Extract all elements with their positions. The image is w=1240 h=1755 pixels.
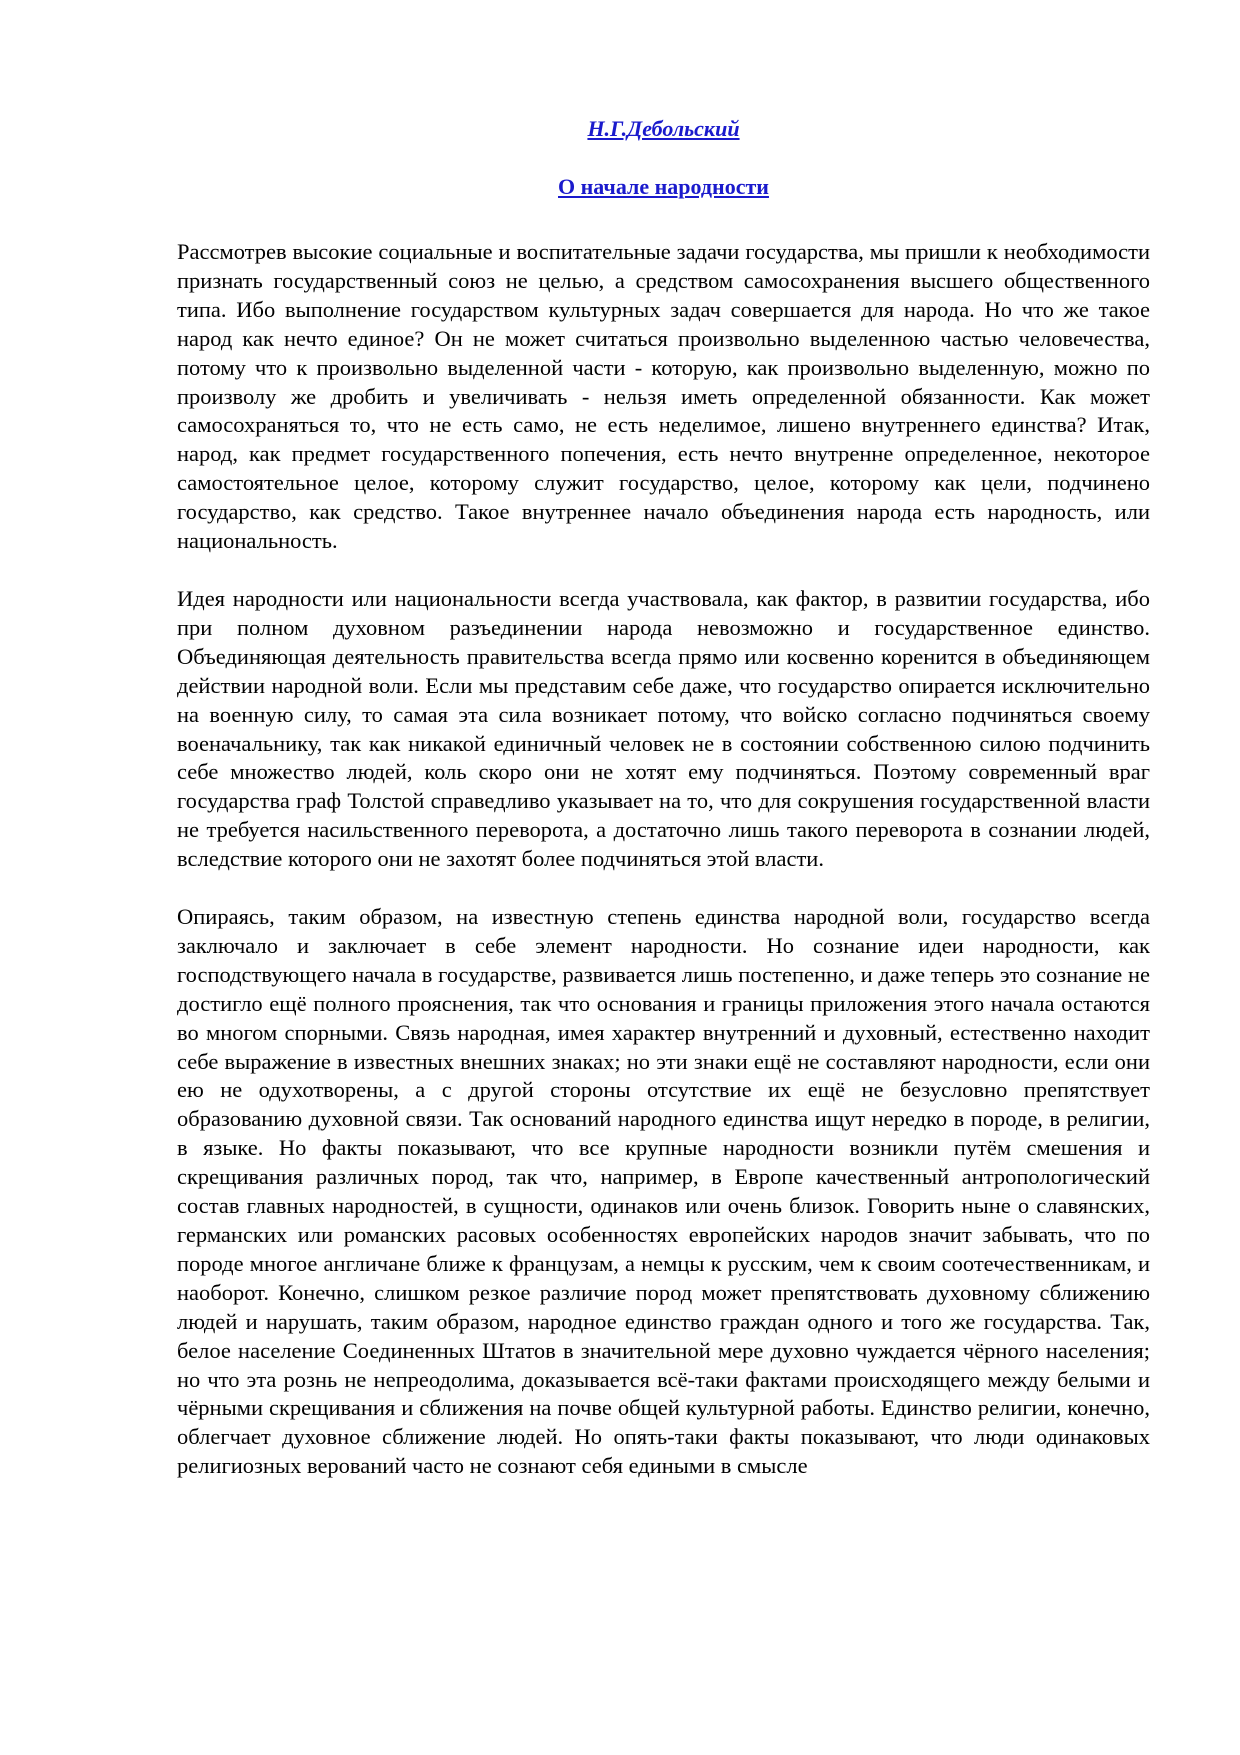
- title-heading: [177, 170, 1150, 204]
- title-link[interactable]: О начале народности: [558, 174, 769, 199]
- author-heading: [177, 112, 1150, 146]
- paragraph: Опираясь, таким образом, на известную степень единства народной воли, государство всегда заключало и заключает в себе элемент народности. Но сознание идеи народности, как господствующего начала в государстве, развивается лишь постепенно, и даже теперь это сознание не достигло ещё полного прояснения, так что основания и границы приложения этого начала остаются во многом спорными. Связь народная, имея характер внутренний и духовный, естественно находит себе выражение в известных внешних знаках; но эти знаки ещё не составляют народности, если они ею не одухотворены, а с другой стороны отсутствие их ещё не безусловно препятствует образованию духовной связи. Так оснований народного единства ищут нередко в породе, в религии, в языке. Но факты показывают, что все крупные народности возникли путём смешения и скрещивания различных пород, так что, например, в Европе качественный антропологический состав главных народностей, в сущности, одинаков или очень близок. Говорить ныне о славянских, германских или романских расовых особенностях европейских народов значит забывать, что по породе многое англичане ближе к французам, а немцы к русским, чем к своим соотечественникам, и наоборот. Конечно, слишком резкое различие пород может препятствовать духовному сближению людей и нарушать, таким образом, народное единство граждан одного и того же государства. Так, белое население Соединенных Штатов в значительной мере духовно чуждается чёрного населения; но что эта рознь не непреодолима, доказывается всё-таки фактами происходящего между белыми и чёрными скрещивания и сближения на почве общей культурной работы. Единство религии, конечно, облегчает духовное сближение людей. Но опять-таки факты показывают, что люди одинаковых религиозных верований часто не сознают себя едиными в смысле: [177, 904, 1150, 1479]
- author-link[interactable]: Н.Г.Дебольский: [587, 116, 740, 141]
- paragraph: Идея народности или национальности всегда участвовала, как фактор, в развитии государства, ибо при полном духовном разъединении народа невозможно и государственное единство. Объединяющая деятельность правительства всегда прямо или косвенно коренится в объединяющем действии народной воли. Если мы представим себе даже, что государство опирается исключительно на военную силу, то самая эта сила возникает потому, что войско согласно подчиняться своему военачальнику, так как никакой единичный человек не в состоянии собственною силою подчинить себе множество людей, коль скоро они не хотят ему подчиняться. Поэтому современный враг государства граф Толстой справедливо указывает на то, что для сокрушения государственной власти не требуется насильственного переворота, а достаточно лишь такого переворота в сознании людей, вследствие которого они не захотят более подчиняться этой власти.: [177, 585, 1150, 872]
- paragraph: Рассмотрев высокие социальные и воспитательные задачи государства, мы пришли к необходимости признать государственный союз не целью, а средством самосохранения высшего общественного типа. Ибо выполнение государством культурных задач совершается для народа. Но что же такое народ как нечто единое? Он не может считаться произвольно выделенною частью человечества, потому что к произвольно выделенной части - которую, как произвольно выделенную, можно по произволу же дробить и увеличивать - нельзя иметь определенной обязанности. Как может самосохраняться то, что не есть само, не есть неделимое, лишено внутреннего единства? Итак, народ, как предмет государственного попечения, есть нечто внутренне определенное, некоторое самостоятельное целое, которому служит государство, целое, которому как цели, подчинено государство, как средство. Такое внутреннее начало объединения народа есть народность, или национальность.: [177, 239, 1150, 554]
- document-page: [177, 112, 1150, 1510]
